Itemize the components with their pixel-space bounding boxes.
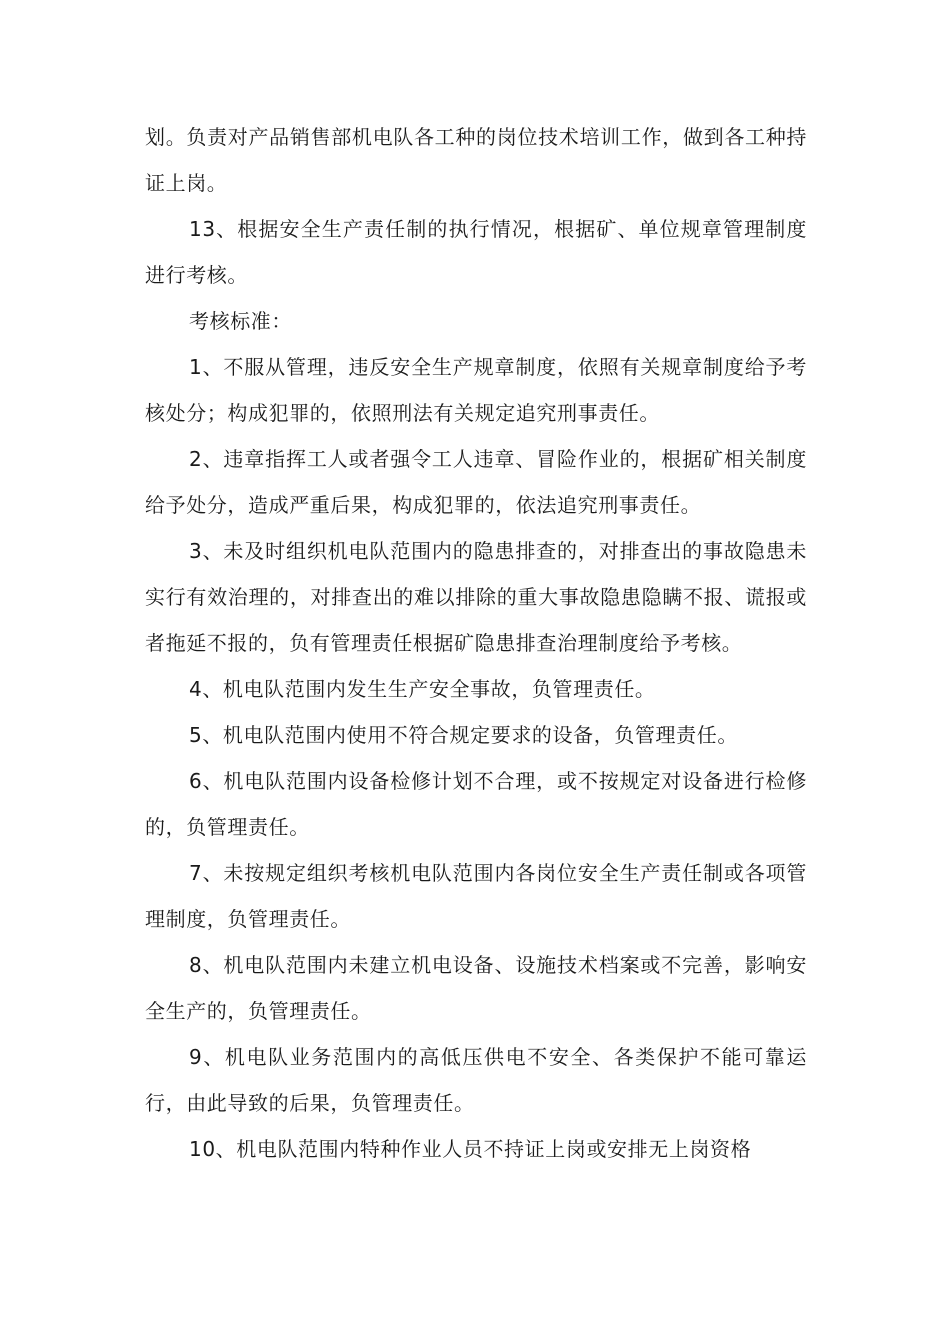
assessment-standard-heading: 考核标准：	[189, 309, 292, 333]
document-page	[145, 114, 807, 1172]
paragraph-continuation: 划。负责对产品销售部机电队各工种的岗位技术培训工作，做到各工种持证上岗。	[145, 125, 807, 195]
assessment-item-8: 8、机电队范围内未建立机电设备、设施技术档案或不完善，影响安全生产的，负管理责任。	[145, 953, 807, 1023]
assessment-item-6: 6、机电队范围内设备检修计划不合理，或不按规定对设备进行检修的，负管理责任。	[145, 769, 807, 839]
paragraph-item-13: 13、根据安全生产责任制的执行情况，根据矿、单位规章管理制度进行考核。	[145, 217, 807, 287]
assessment-item-4: 4、机电队范围内发生生产安全事故，负管理责任。	[189, 677, 656, 701]
assessment-item-5: 5、机电队范围内使用不符合规定要求的设备，负管理责任。	[189, 723, 738, 747]
assessment-item-9: 9、机电队业务范围内的高低压供电不安全、各类保护不能可靠运行，由此导致的后果，负管理责任。	[145, 1045, 807, 1115]
assessment-item-7: 7、未按规定组织考核机电队范围内各岗位安全生产责任制或各项管理制度，负管理责任。	[145, 861, 807, 931]
assessment-item-2: 2、违章指挥工人或者强令工人违章、冒险作业的，根据矿相关制度给予处分，造成严重后果，构成犯罪的，依法追究刑事责任。	[145, 447, 807, 517]
assessment-item-3: 3、未及时组织机电队范围内的隐患排查的，对排查出的事故隐患未实行有效治理的，对排查出的难以排除的重大事故隐患隐瞒不报、谎报或者拖延不报的，负有管理责任根据矿隐患排查治理制度给予考核。	[145, 539, 807, 655]
assessment-item-10: 10、机电队范围内特种作业人员不持证上岗或安排无上岗资格	[189, 1137, 752, 1161]
assessment-item-1: 1、不服从管理，违反安全生产规章制度，依照有关规章制度给予考核处分；构成犯罪的，依照刑法有关规定追究刑事责任。	[145, 355, 807, 425]
